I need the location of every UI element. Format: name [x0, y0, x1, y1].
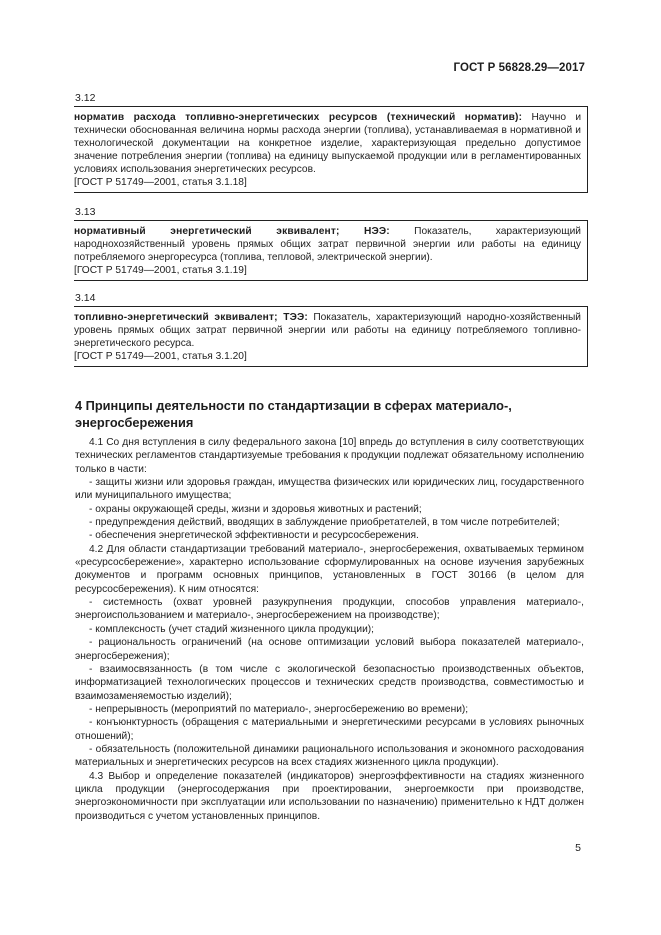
- section-body: [75, 436, 584, 823]
- term-name: топливно-энергетический эквивалент; ТЭЭ:: [74, 312, 308, 323]
- term-text: [74, 311, 581, 350]
- term-number: 3.12: [75, 92, 96, 104]
- standard-code-header: ГОСТ Р 56828.29—2017: [453, 62, 585, 74]
- term-box: [74, 106, 588, 193]
- term-definition: Показатель, характеризующий народно-хозяйственный уровень прямых общих затрат первичной энергии или работы на единицу потребляемого топливно-энергетического ресурса.: [74, 312, 581, 349]
- section-heading: 4 Принципы деятельности по стандартизации в сферах материало-, энергосбережения: [75, 398, 512, 430]
- term-box: [74, 220, 588, 281]
- term-definition: Научно и технически обоснованная величина нормы расхода энергии (топлива), устанавливаемая в нормативной и технологической документации на конкретное изделие, характеризующая предельно допустимое значение потребления энергии (топлива) на единицу выпускаемой продукции или в регламентированных условиях использования энергетических ресурсов.: [74, 112, 582, 175]
- term-number: 3.14: [75, 292, 96, 304]
- list-item: - системность (охват уровней разукрупнения продукции, способов управления материало-, энергоиспользованием и материало-, энергосбережением на производстве);: [75, 597, 584, 622]
- list-item: - обеспечения энергетической эффективности и ресурсосбережения.: [89, 530, 419, 542]
- list-item: - предупреждения действий, вводящих в заблуждение приобретателей, в том числе потребителей;: [89, 517, 560, 529]
- list-item: - комплексность (учет стадий жизненного цикла продукции);: [89, 623, 375, 635]
- list-item: - рациональность ограничений (на основе оптимизации условий выбора показателей материало-, энергосбережения);: [75, 637, 584, 662]
- paragraph: 4.2 Для области стандартизации требований материало-, энергосбережения, охватываемых термином «ресурсосбережение», характерно использование сформулированных на основе изучения зарубежных документов и программ основных принципов, установленных в ГОСТ 30166 (в целом для ресурсосбережения). К ним относятся:: [75, 543, 584, 595]
- list-item: - непрерывность (мероприятий по материало-, энергосбережению во времени);: [89, 703, 469, 715]
- term-name: нормативный энергетический эквивалент; НЭЭ:: [74, 226, 390, 237]
- paragraph: 4.1 Со дня вступления в силу федерального закона [10] впредь до вступления в силу соответствующих технических регламентов стандартизуемые требования к продукции подлежат обязательному исполнению только в части:: [75, 437, 584, 475]
- paragraph: 4.3 Выбор и определение показателей (индикаторов) энергоэффективности на стадиях жизненного цикла продукции (энергосодержания при проектировании, энергоемкости при производстве, энергоэкономичности при эксплуатации или использовании по назначению) применительно к НДТ должен производиться с учетом установленных принципов.: [75, 770, 584, 822]
- term-source: [ГОСТ Р 51749—2001, статья 3.1.19]: [74, 265, 247, 276]
- list-item: - охраны окружающей среды, жизни и здоровья животных и растений;: [89, 503, 422, 515]
- list-item: - конъюнктурность (обращения с материальными и энергетическими ресурсами в условиях рыночных отношений);: [75, 717, 584, 742]
- page-number: 5: [575, 842, 581, 854]
- term-text: [74, 225, 581, 264]
- list-item: - взаимосвязанность (в том числе с экологической безопасностью производственных объектов, информатизацией технологических процессов и технических средств производства, совместимостью и взаимозаменяемостью изделий);: [75, 663, 584, 702]
- term-name: норматив расхода топливно-энергетических ресурсов (технический норматив):: [74, 112, 523, 123]
- term-source: [ГОСТ Р 51749—2001, статья 3.1.18]: [74, 177, 247, 188]
- term-number: 3.13: [75, 206, 96, 218]
- term-source: [ГОСТ Р 51749—2001, статья 3.1.20]: [74, 351, 247, 362]
- term-definition: Показатель, характеризующий народнохозяйственный уровень прямых общих затрат первичной энергии или работы на единицу потребляемого энергоресурса (топлива, тепловой, электрической энергии).: [74, 226, 581, 263]
- list-item: - защиты жизни или здоровья граждан, имущества физических или юридических лиц, государственного или муниципального имущества;: [75, 477, 584, 502]
- list-item: - обязательность (положительной динамики рационального использования и экономного расходования материальных и энергетических ресурсов на всех стадиях жизненного цикла продукции).: [75, 743, 584, 769]
- term-text: [74, 111, 581, 176]
- term-box: [74, 306, 588, 367]
